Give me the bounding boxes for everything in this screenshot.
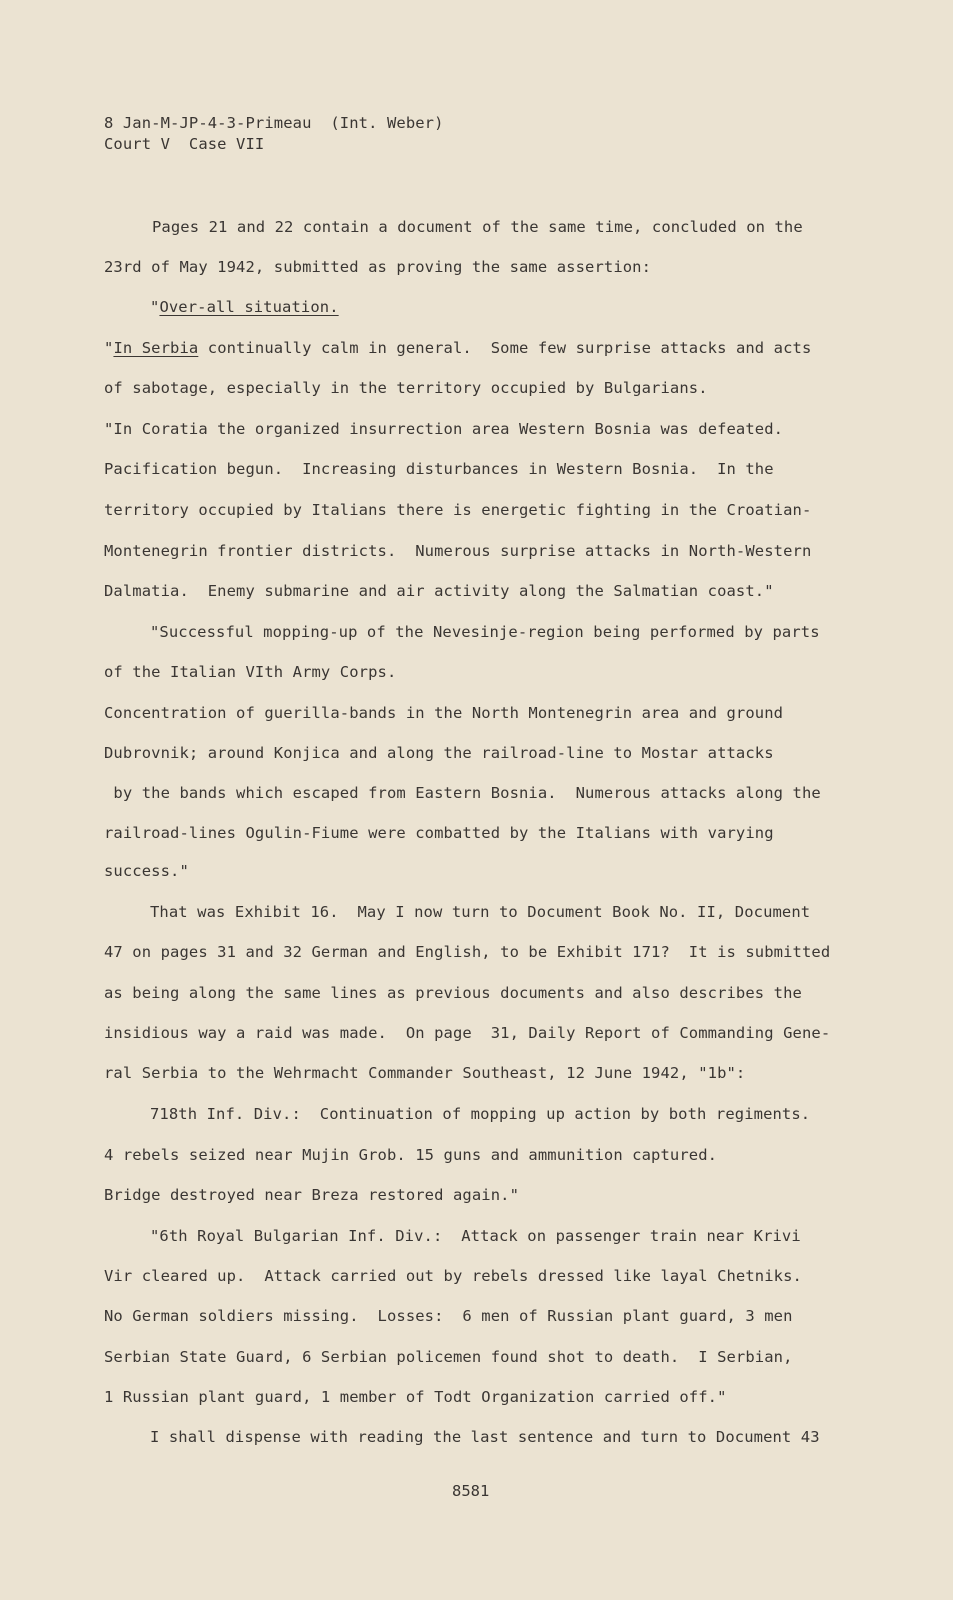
header-line-1: 8 Jan-M-JP-4-3-Primeau (Int. Weber) xyxy=(104,114,444,132)
body-line: 718th Inf. Div.: Continuation of mopping up action by both regiments. xyxy=(150,1105,811,1123)
body-line: insidious way a raid was made. On page 31, Daily Report of Commanding Gene- xyxy=(104,1024,831,1042)
body-line: "In Coratia the organized insurrection area Western Bosnia was defeated. xyxy=(104,420,784,438)
header-line-2: Court V Case VII xyxy=(104,135,265,153)
body-line: Vir cleared up. Attack carried out by rebels dressed like layal Chetniks. xyxy=(104,1267,802,1285)
body-line: Pages 21 and 22 contain a document of the same time, concluded on the xyxy=(152,218,803,236)
underlined-place-name: In Serbia xyxy=(113,339,199,357)
body-line: ral Serbia to the Wehrmacht Commander Southeast, 12 June 1942, "1b": xyxy=(104,1064,746,1082)
body-line: 47 on pages 31 and 32 German and English, to be Exhibit 171? It is submitted xyxy=(104,943,831,961)
opening-quote: " xyxy=(104,339,114,357)
body-line: of the Italian VIth Army Corps. xyxy=(104,663,397,681)
opening-quote: " xyxy=(150,298,160,316)
body-line: That was Exhibit 16. May I now turn to Document Book No. II, Document xyxy=(150,903,811,921)
body-line: Bridge destroyed near Breza restored again." xyxy=(104,1186,519,1204)
page-number: 8581 xyxy=(452,1482,490,1500)
body-line xyxy=(104,338,811,358)
body-line: I shall dispense with reading the last sentence and turn to Document 43 xyxy=(150,1428,820,1446)
body-line: 23rd of May 1942, submitted as proving the same assertion: xyxy=(104,258,652,276)
section-heading xyxy=(150,297,339,317)
body-line: "Successful mopping-up of the Nevesinje-region being performed by parts xyxy=(150,623,820,641)
heading-text: Over-all situation. xyxy=(159,298,339,316)
body-line: Montenegrin frontier districts. Numerous surprise attacks in North-Western xyxy=(104,542,812,560)
body-line-continuation: continually calm in general. Some few surprise attacks and acts xyxy=(198,339,812,357)
body-line: 4 rebels seized near Mujin Grob. 15 guns and ammunition captured. xyxy=(104,1146,718,1164)
body-line: territory occupied by Italians there is energetic fighting in the Croatian- xyxy=(104,501,812,519)
body-line: 1 Russian plant guard, 1 member of Todt Organization carried off." xyxy=(104,1388,727,1406)
body-line: No German soldiers missing. Losses: 6 men of Russian plant guard, 3 men xyxy=(104,1307,793,1325)
body-line: Concentration of guerilla-bands in the North Montenegrin area and ground xyxy=(104,704,784,722)
body-line: by the bands which escaped from Eastern Bosnia. Numerous attacks along the xyxy=(104,784,821,802)
body-line: "6th Royal Bulgarian Inf. Div.: Attack on passenger train near Krivi xyxy=(150,1227,801,1245)
body-line: Pacification begun. Increasing disturbances in Western Bosnia. In the xyxy=(104,460,774,478)
body-line: of sabotage, especially in the territory occupied by Bulgarians. xyxy=(104,379,708,397)
body-line: Serbian State Guard, 6 Serbian policemen found shot to death. I Serbian, xyxy=(104,1348,793,1366)
body-line: railroad-lines Ogulin-Fiume were combatted by the Italians with varying xyxy=(104,824,774,842)
body-line: Dubrovnik; around Konjica and along the railroad-line to Mostar attacks xyxy=(104,744,774,762)
body-line: success." xyxy=(104,862,189,880)
body-line: Dalmatia. Enemy submarine and air activity along the Salmatian coast." xyxy=(104,582,774,600)
body-line: as being along the same lines as previous documents and also describes the xyxy=(104,984,802,1002)
